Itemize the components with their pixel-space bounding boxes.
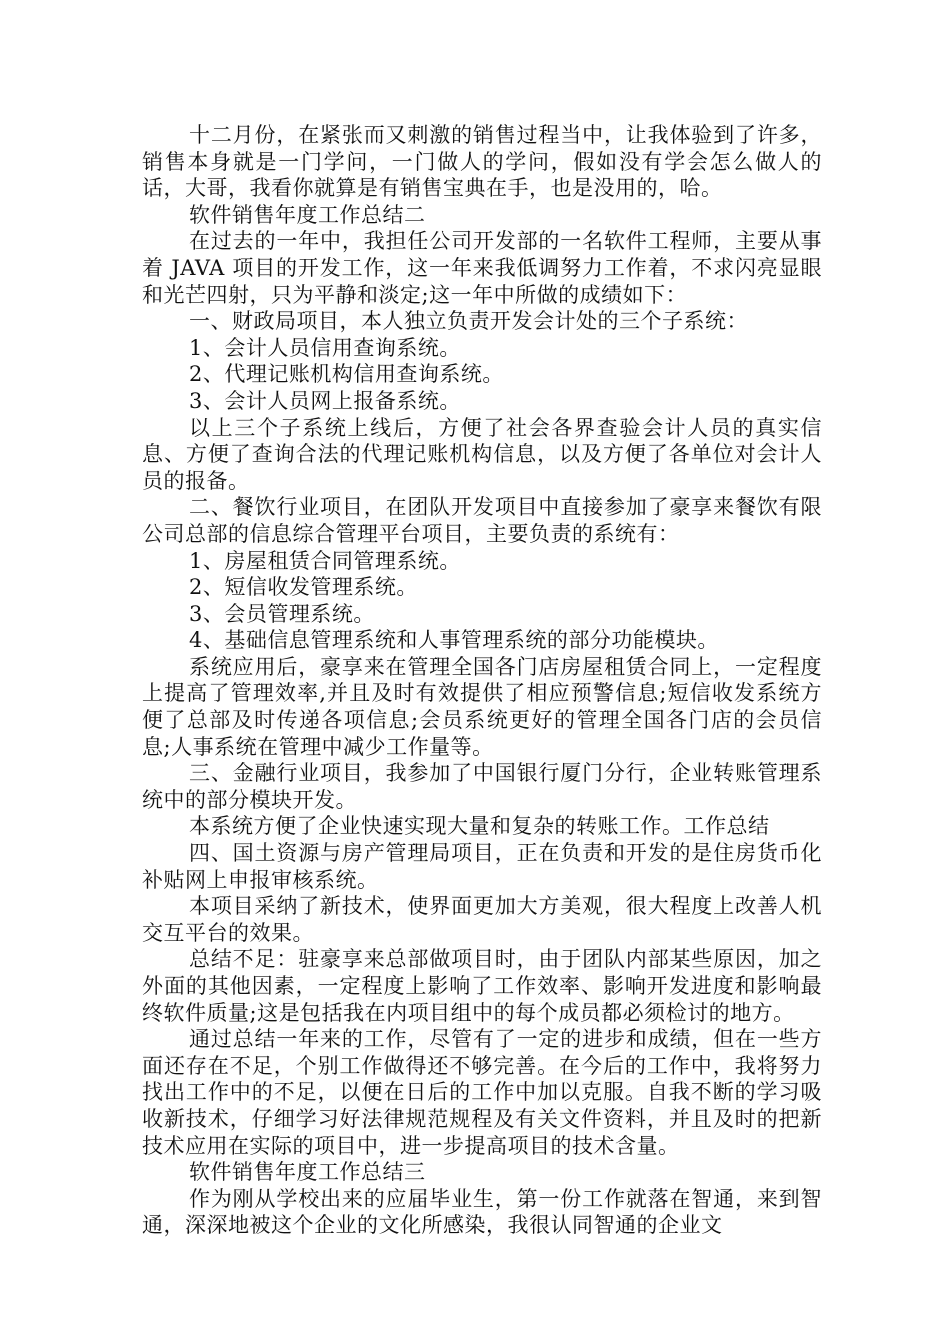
paragraph-catering-project: 二、餐饮行业项目，在团队开发项目中直接参加了豪享来餐饮有限公司总部的信息综合管理平台项目，主要负责的系统有： — [142, 495, 822, 546]
paragraph-new-technology: 本项目采纳了新技术，使界面更加大方美观，很大程度上改善人机交互平台的效果。 — [142, 894, 822, 945]
paragraph-system-application: 系统应用后，豪享来在管理全国各门店房屋租赁合同上，一定程度上提高了管理效率,并且及时有效提供了相应预警信息;短信收发系统方便了总部及时传递各项信息;会员系统更好的管理全国各门店的会员信息;人事系统在管理中减少工作量等。 — [142, 654, 822, 759]
paragraph-subsystems-benefit: 以上三个子系统上线后，方便了社会各界查验会计人员的真实信息、方便了查询合法的代理记账机构信息，以及方便了各单位对会计人员的报备。 — [142, 415, 822, 493]
paragraph-conclusion: 通过总结一年来的工作，尽管有了一定的进步和成绩，但在一些方面还存在不足，个别工作做得还不够完善。在今后的工作中，我将努力找出工作中的不足，以便在日后的工作中加以克服。自我不断的学习吸收新技术，仔细学习好法律规范规程及有关文件资料，并且及时的把新技术应用在实际的项目中，进一步提高项目的技术含量。 — [142, 1027, 822, 1158]
paragraph-finance-bureau-project: 一、财政局项目，本人独立负责开发会计处的三个子系统： — [189, 309, 748, 334]
paragraph-transfer-system: 本系统方便了企业快速实现大量和复杂的转账工作。工作总结 — [189, 814, 770, 839]
paragraph-december-sales: 十二月份，在紧张而又刺激的销售过程当中，让我体验到了许多，销售本身就是一门学问，一门做人的学问，假如没有学会怎么做人的话，大哥，我看你就算是有销售宝典在手，也是没用的，哈。 — [142, 123, 822, 201]
paragraph-land-resources-project: 四、国土资源与房产管理局项目，正在负责和开发的是住房货币化补贴网上申报审核系统。 — [142, 841, 822, 892]
list-item-member-management: 3、会员管理系统。 — [189, 601, 375, 626]
list-item-sms-management: 2、短信收发管理系统。 — [189, 575, 418, 600]
paragraph-shortcomings: 总结不足：驻豪享来总部做项目时，由于团队内部某些原因，加之外面的其他因素，一定程度上影响了工作效率、影响开发进度和影响最终软件质量;这是包括我在内项目组中的每个成员都必须检讨的地方。 — [142, 947, 822, 1025]
paragraph-intro-engineer: 在过去的一年中，我担任公司开发部的一名软件工程师，主要从事着 JAVA 项目的开发工作，这一年来我低调努力工作着，不求闪亮显眼和光芒四射，只为平静和淡定;这一年中所做的成绩如下： — [142, 229, 822, 307]
paragraph-finance-industry-project: 三、金融行业项目，我参加了中国银行厦门分行，企业转账管理系统中的部分模块开发。 — [142, 761, 822, 812]
heading-summary-three: 软件销售年度工作总结三 — [189, 1160, 426, 1185]
document-body — [142, 122, 822, 1239]
heading-summary-two: 软件销售年度工作总结二 — [189, 202, 426, 227]
paragraph-graduate-intro: 作为刚从学校出来的应届毕业生，第一份工作就落在智通，来到智通，深深地被这个企业的文化所感染，我很认同智通的企业文 — [142, 1186, 822, 1238]
list-item-lease-contract: 1、房屋租赁合同管理系统。 — [189, 548, 461, 573]
list-item-basic-info-hr: 4、基础信息管理系统和人事管理系统的部分功能模块。 — [189, 628, 719, 653]
list-item-online-filing: 3、会计人员网上报备系统。 — [189, 388, 461, 413]
list-item-agency-credit-query: 2、代理记账机构信用查询系统。 — [189, 362, 504, 387]
list-item-accountant-credit-query: 1、会计人员信用查询系统。 — [189, 335, 461, 360]
